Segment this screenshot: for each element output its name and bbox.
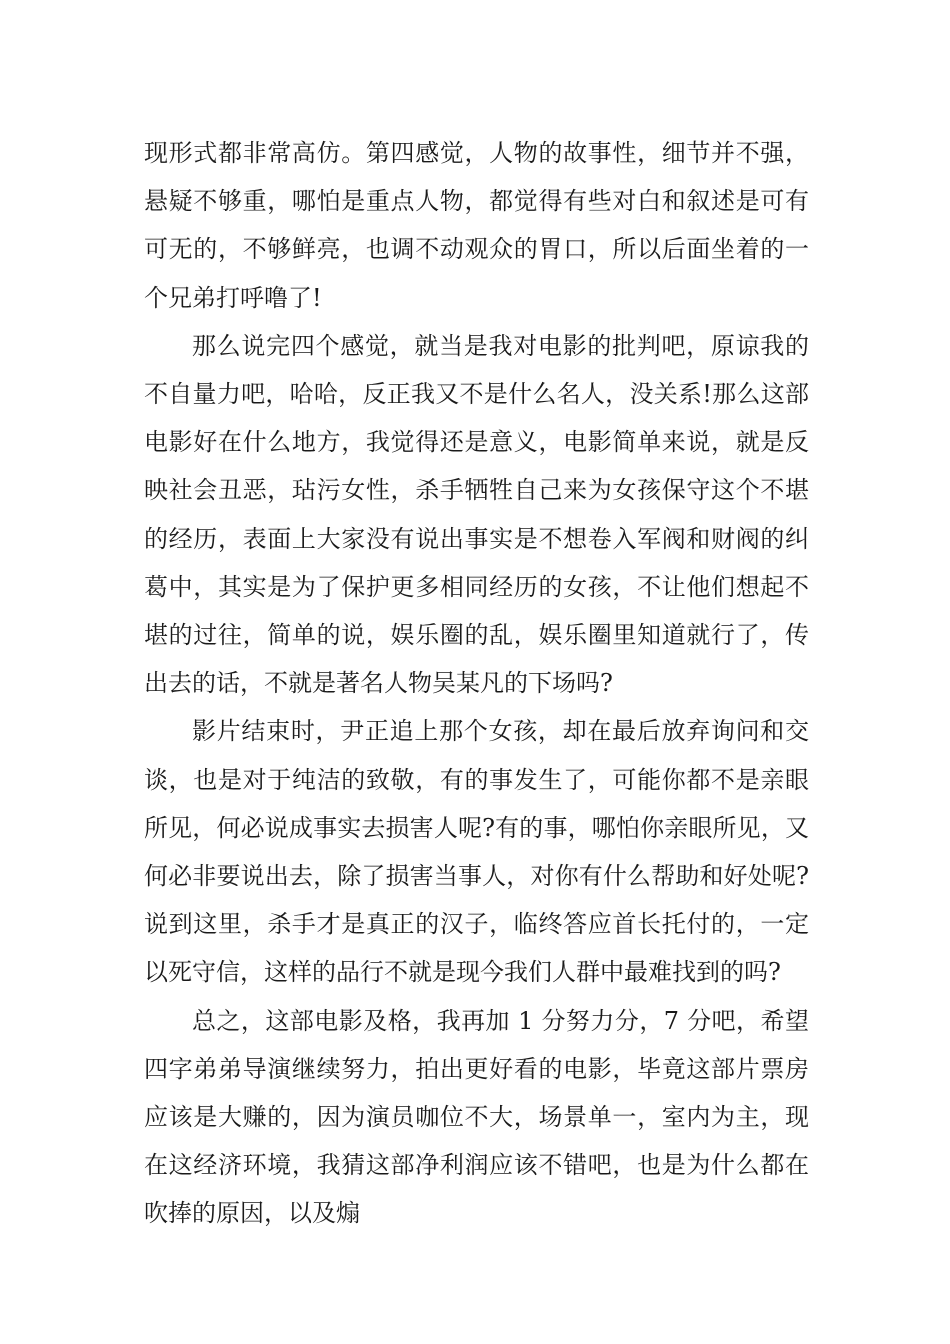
document-body bbox=[144, 129, 809, 1238]
paragraph-2: 那么说完四个感觉，就当是我对电影的批判吧，原谅我的不自量力吧，哈哈，反正我又不是什么名人，没关系!那么这部电影好在什么地方，我觉得还是意义，电影简单来说，就是反映社会丑恶，玷污女性，杀手牺牲自己来为女孩保守这个不堪的经历，表面上大家没有说出事实是不想卷入军阀和财阀的纠葛中，其实是为了保护更多相同经历的女孩，不让他们想起不堪的过往，简单的说，娱乐圈的乱，娱乐圈里知道就行了，传出去的话，不就是著名人物吴某凡的下场吗? bbox=[144, 331, 809, 698]
paragraph-3: 影片结束时，尹正追上那个女孩，却在最后放弃询问和交谈，也是对于纯洁的致敬，有的事发生了，可能你都不是亲眼所见，何必说成事实去损害人呢?有的事，哪怕你亲眼所见，又何必非要说出去，除了损害当事人，对你有什么帮助和好处呢?说到这里，杀手才是真正的汉子，临终答应首长托付的，一定以死守信，这样的品行不就是现今我们人群中最难找到的吗? bbox=[144, 717, 809, 987]
paragraph-1: 现形式都非常高仿。第四感觉，人物的故事性，细节并不强，悬疑不够重，哪怕是重点人物，都觉得有些对白和叙述是可有可无的，不够鲜亮，也调不动观众的胃口，所以后面坐着的一个兄弟打呼噜了! bbox=[144, 139, 809, 312]
paragraph-4: 总之，这部电影及格，我再加 1 分努力分，7 分吧，希望四字弟弟导演继续努力，拍出更好看的电影，毕竟这部片票房应该是大赚的，因为演员咖位不大，场景单一，室内为主，现在这经济环境，我猜这部净利润应该不错吧，也是为什么都在吹捧的原因，以及煽 bbox=[144, 1006, 809, 1228]
